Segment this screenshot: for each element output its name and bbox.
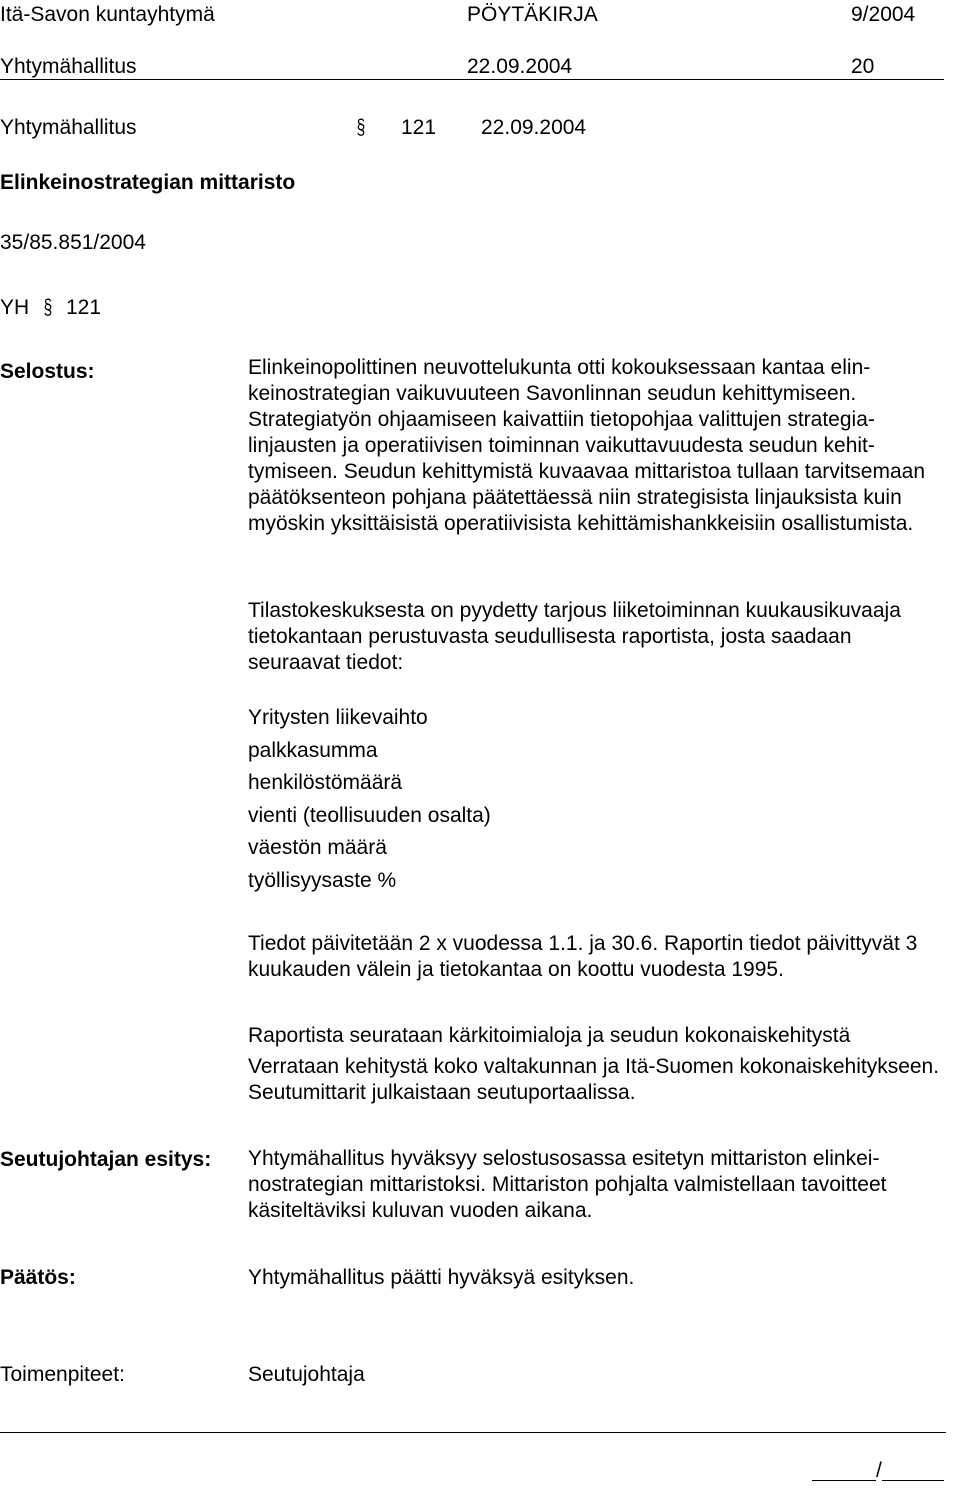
yh-label: YH bbox=[0, 296, 30, 319]
list-item: vienti (teollisuuden osalta) bbox=[248, 803, 491, 827]
organization-name: Itä-Savon kuntayhtymä bbox=[0, 3, 215, 26]
decision-text: Yhtymähallitus päätti hyväksyä esityksen. bbox=[248, 1266, 635, 1289]
yh-section-symbol: § bbox=[43, 296, 53, 319]
header-body: Yhtymähallitus bbox=[0, 55, 137, 78]
yh-number: 121 bbox=[66, 296, 102, 319]
list-item: henkilöstömäärä bbox=[248, 771, 403, 794]
page-number: 20 bbox=[851, 55, 875, 78]
selostus-paragraph-2: Tilastokeskuksesta on pyydetty tarjous liiketoiminnan kuukausikuvaaja tietokantaan perustuvasta seudullisesta raportista, josta saadaan seuraavat tiedot: bbox=[248, 599, 901, 674]
header-date: 22.09.2004 bbox=[467, 55, 573, 78]
signature-blank-left bbox=[812, 1460, 876, 1481]
document-type: PÖYTÄKIRJA bbox=[467, 3, 598, 26]
proposal-text: Yhtymähallitus hyväksyy selostusosassa esitetyn mittariston elinkeinostrategian mittaristoksi. Mittariston pohjalta valmistellaan tavoitteet käsiteltäviksi kuluvan vuoden aikana. bbox=[248, 1147, 887, 1222]
selostus-paragraph-5: Verrataan kehitystä koko valtakunnan ja Itä-Suomen kokonaiskehitykseen. Seutumittarit julkaistaan seutuportaalissa. bbox=[248, 1055, 940, 1104]
selostus-paragraph-1: Elinkeinopolittinen neuvottelukunta otti kokouksessaan kantaa elinkeinostrategian vaikuvuuteen Savonlinnan seudun kehittymiseen. Strategiatyön ohjaamiseen kaivattiin tietopohjaa valittujen strategialinjausten ja operatiivisen toiminnan vaikuttavuudesta seudun kehittymiseen. Seudun kehittymistä kuvaavaa mittaristoa tullaan tarvitsemaan päätöksenteon pohjana päätettäessä niin strategisista linjauksista kuin myöskin yksittäisistä operatiivisista kehittämishankkeisiin osallistumista. bbox=[248, 356, 925, 535]
signature-separator: / bbox=[876, 1459, 882, 1482]
selostus-paragraph-3: Tiedot päivitetään 2 x vuodessa 1.1. ja 30.6. Raportin tiedot päivittyvät 3 kuukauden välein ja tietokantaa on koottu vuodesta 1995. bbox=[248, 932, 918, 981]
header-divider bbox=[0, 79, 944, 80]
item-date: 22.09.2004 bbox=[481, 116, 587, 139]
signature-line bbox=[812, 1460, 944, 1481]
proposal-label: Seutujohtajan esitys: bbox=[0, 1148, 212, 1171]
actions-label: Toimenpiteet: bbox=[0, 1363, 125, 1386]
data-items-list bbox=[248, 702, 491, 897]
list-item: työllisyysaste % bbox=[248, 868, 397, 892]
selostus-label: Selostus: bbox=[0, 360, 95, 383]
selostus-paragraph-4: Raportista seurataan kärkitoimialoja ja seudun kokonaiskehitystä bbox=[248, 1024, 851, 1047]
decision-label: Päätös: bbox=[0, 1266, 76, 1289]
list-item: väestön määrä bbox=[248, 836, 387, 859]
item-reference: 35/85.851/2004 bbox=[0, 231, 146, 254]
document-number: 9/2004 bbox=[851, 3, 916, 26]
section-symbol: § bbox=[356, 116, 366, 139]
actions-text: Seutujohtaja bbox=[248, 1363, 365, 1386]
item-title: Elinkeinostrategian mittaristo bbox=[0, 171, 296, 194]
signature-blank-right bbox=[882, 1460, 944, 1481]
section-number: 121 bbox=[401, 116, 437, 139]
item-body: Yhtymähallitus bbox=[0, 116, 137, 139]
list-item: palkkasumma bbox=[248, 738, 378, 762]
list-item: Yritysten liikevaihto bbox=[248, 706, 428, 729]
footer-divider bbox=[0, 1432, 946, 1433]
